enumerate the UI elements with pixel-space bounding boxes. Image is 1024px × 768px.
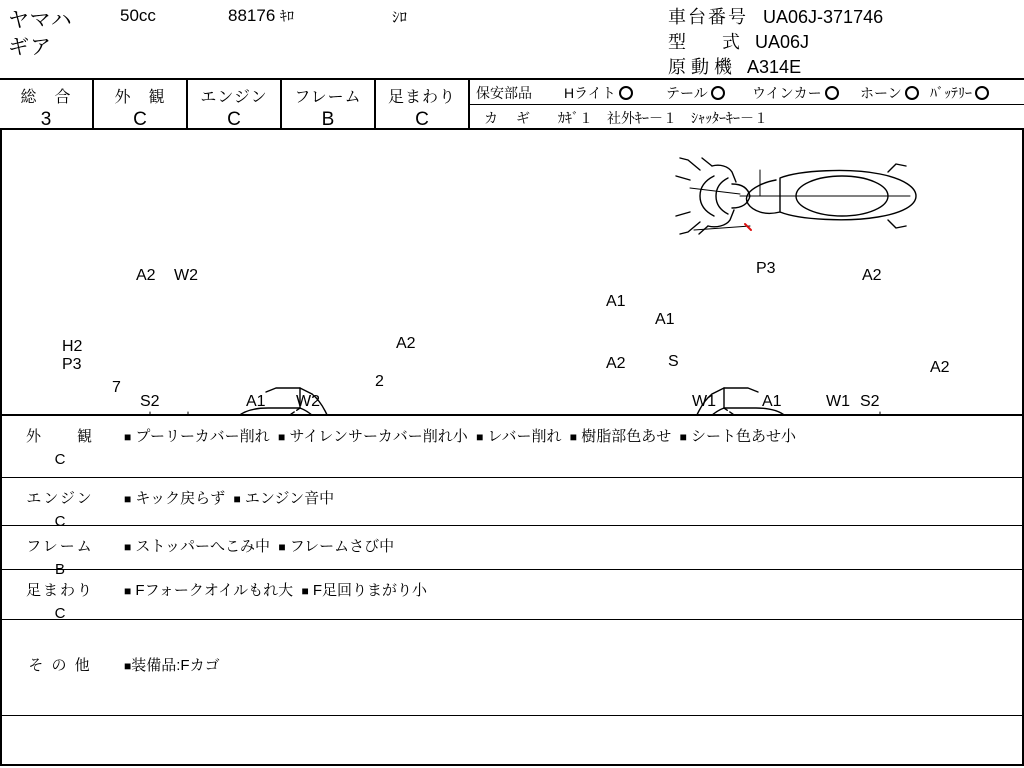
grade-value: B (321, 109, 335, 130)
grade-title: 総 合 (20, 89, 72, 106)
remarks-row-exterior (0, 416, 1024, 478)
top-view-drawing (676, 158, 916, 234)
diagram-label: A1 (246, 393, 266, 410)
remarks-label (0, 416, 120, 468)
remarks-label (0, 478, 120, 530)
leader-a1 (690, 188, 740, 194)
diagram-label: S (668, 353, 679, 370)
grade-value: C (133, 109, 147, 130)
circle-icon (711, 86, 725, 100)
safety-item-taillight (666, 83, 725, 103)
circle-icon (975, 86, 989, 100)
remarks-items: ■ キック戻らず ■ エンジン音中 (124, 490, 335, 507)
grade-title: 足まわり (387, 89, 456, 106)
key-value: ｶｷﾞ１ 社外ｷｰ－１ ｼｬｯﾀｰｷｰ－１ (558, 110, 768, 126)
safety-title: 保安部品 (476, 85, 532, 101)
safety-item-label: ﾊﾞｯﾃﾘｰ (930, 85, 972, 101)
diagram-label: A2 (930, 359, 950, 376)
remarks-items: ■ プーリーカバー削れ ■ サイレンサーカバー削れ小 ■ レバー削れ ■ 樹脂部色あせ ■ シート色あせ小 (124, 428, 797, 445)
vin-row (668, 3, 883, 29)
remarks-category: エンジン (26, 490, 94, 507)
safety-item-horn (860, 83, 919, 103)
diagram-label: A2 (136, 267, 156, 284)
remarks-grade: C (54, 451, 66, 468)
remarks-row-suspension (0, 570, 1024, 620)
safety-item-winker (752, 83, 839, 103)
diagram-svg (0, 130, 1024, 416)
remarks-items: ■装備品:Fカゴ (124, 657, 220, 674)
remarks-category: フレーム (26, 538, 94, 555)
diagram-label: W1 (692, 393, 716, 410)
key-row (470, 105, 1024, 130)
grade-cell-total (0, 80, 94, 130)
katashiki-label: 型 式 (668, 32, 740, 52)
diagram-label: S2 (140, 393, 160, 410)
remark-item: ストッパーへこみ中 (135, 538, 270, 555)
header (0, 0, 1024, 78)
color-code: ｼﾛ (392, 9, 408, 26)
grade-cell-exterior (94, 80, 188, 130)
remarks-items: ■ Fフォークオイルもれ大 ■ F足回りまがり小 (124, 582, 428, 599)
remark-item: シート色あせ小 (691, 428, 797, 445)
katashiki-value: UA06J (755, 32, 810, 52)
grade-cell-suspension (376, 80, 470, 130)
remarks-category: 足まわり (25, 582, 94, 599)
remarks-grade: C (54, 513, 66, 530)
safety-item-label: ウインカー (752, 85, 822, 101)
safety-parts (470, 80, 1024, 130)
diagram-label: 2 (375, 373, 384, 390)
remark-item: レバー削れ (487, 428, 562, 445)
diagram-label: A1 (655, 311, 675, 328)
right-side-view (648, 388, 934, 416)
remarks-row-other (0, 620, 1024, 716)
safety-item-label: テール (666, 85, 708, 101)
diagram-label: W2 (174, 267, 198, 284)
diagram-label: P3 (756, 260, 776, 277)
remarks-table (0, 416, 1024, 716)
remark-item: キック戻らず (135, 490, 226, 507)
diagram-label: 7 (112, 379, 121, 396)
engine-row (668, 53, 801, 79)
diagram-label: A1 (762, 393, 782, 410)
model-name: ギア (8, 36, 52, 59)
grade-cell-engine (188, 80, 282, 130)
diagram-label: S2 (860, 393, 880, 410)
remarks-label (0, 570, 120, 622)
remarks-row-engine (0, 478, 1024, 530)
odometer-value: 88176 (228, 6, 276, 25)
footer-blank-area (0, 716, 1024, 766)
left-side-view (90, 388, 376, 416)
diagram-label: W2 (296, 393, 320, 410)
grade-value: 3 (40, 109, 52, 130)
diagram-label: A2 (396, 335, 416, 352)
remark-item: フレームさび中 (289, 538, 395, 555)
diagram-label: A2 (862, 267, 882, 284)
odometer-unit: ｷﾛ (280, 8, 295, 24)
diagram-label: H2 (62, 338, 83, 355)
katashiki-row (668, 28, 809, 54)
vin-label: 車台番号 (668, 7, 748, 27)
diagram-labels (62, 260, 950, 410)
remark-item: F足回りまがり小 (312, 582, 428, 599)
remark-item: 樹脂部色あせ (581, 428, 672, 445)
key-label: カ ギ (484, 110, 532, 126)
remark-item: エンジン音中 (244, 490, 335, 507)
header-right (660, 0, 1024, 78)
remarks-category: 外 観 (25, 428, 94, 445)
odometer (228, 6, 294, 26)
diagram-label: P3 (62, 356, 82, 373)
safety-item-label: Hライト (564, 85, 616, 101)
remark-item: プーリーカバー削れ (135, 428, 270, 445)
header-left (0, 0, 660, 78)
circle-icon (905, 86, 919, 100)
remark-item: サイレンサーカバー削れ小 (289, 428, 468, 445)
safety-parts-row (470, 80, 1024, 105)
remark-item: Fフォークオイルもれ大 (135, 582, 294, 599)
grade-value: C (227, 109, 241, 130)
grade-title: エンジン (200, 89, 268, 106)
safety-item-headlight (564, 83, 633, 103)
grade-cell-frame (282, 80, 376, 130)
grade-title: フレーム (294, 89, 362, 106)
circle-icon (825, 86, 839, 100)
maker-name: ヤマハ (8, 9, 73, 32)
remarks-category: そ の 他 (28, 657, 92, 674)
safety-item-label: ホーン (860, 85, 902, 101)
grade-value: C (415, 109, 429, 130)
displacement: 50cc (120, 6, 156, 25)
grade-strip (0, 78, 1024, 130)
safety-item-battery (930, 83, 989, 103)
diagram-label: W1 (826, 393, 850, 410)
remarks-grade: B (54, 561, 65, 578)
leader-s (694, 226, 750, 230)
grade-title: 外 観 (114, 89, 166, 106)
remarks-items: ■ ストッパーへこみ中 ■ フレームさび中 (124, 538, 395, 555)
diagram-label: A2 (606, 355, 626, 372)
diagram-label: A1 (606, 293, 626, 310)
remarks-grade: C (54, 605, 66, 622)
damage-diagram (0, 130, 1024, 416)
engine-label: 原 動 機 (668, 57, 733, 77)
remarks-row-frame (0, 526, 1024, 578)
vin-value: UA06J-371746 (763, 7, 884, 27)
remarks-label (0, 620, 120, 675)
remark-item: 装備品:Fカゴ (131, 657, 220, 674)
engine-value: A314E (747, 57, 802, 77)
circle-icon (619, 86, 633, 100)
